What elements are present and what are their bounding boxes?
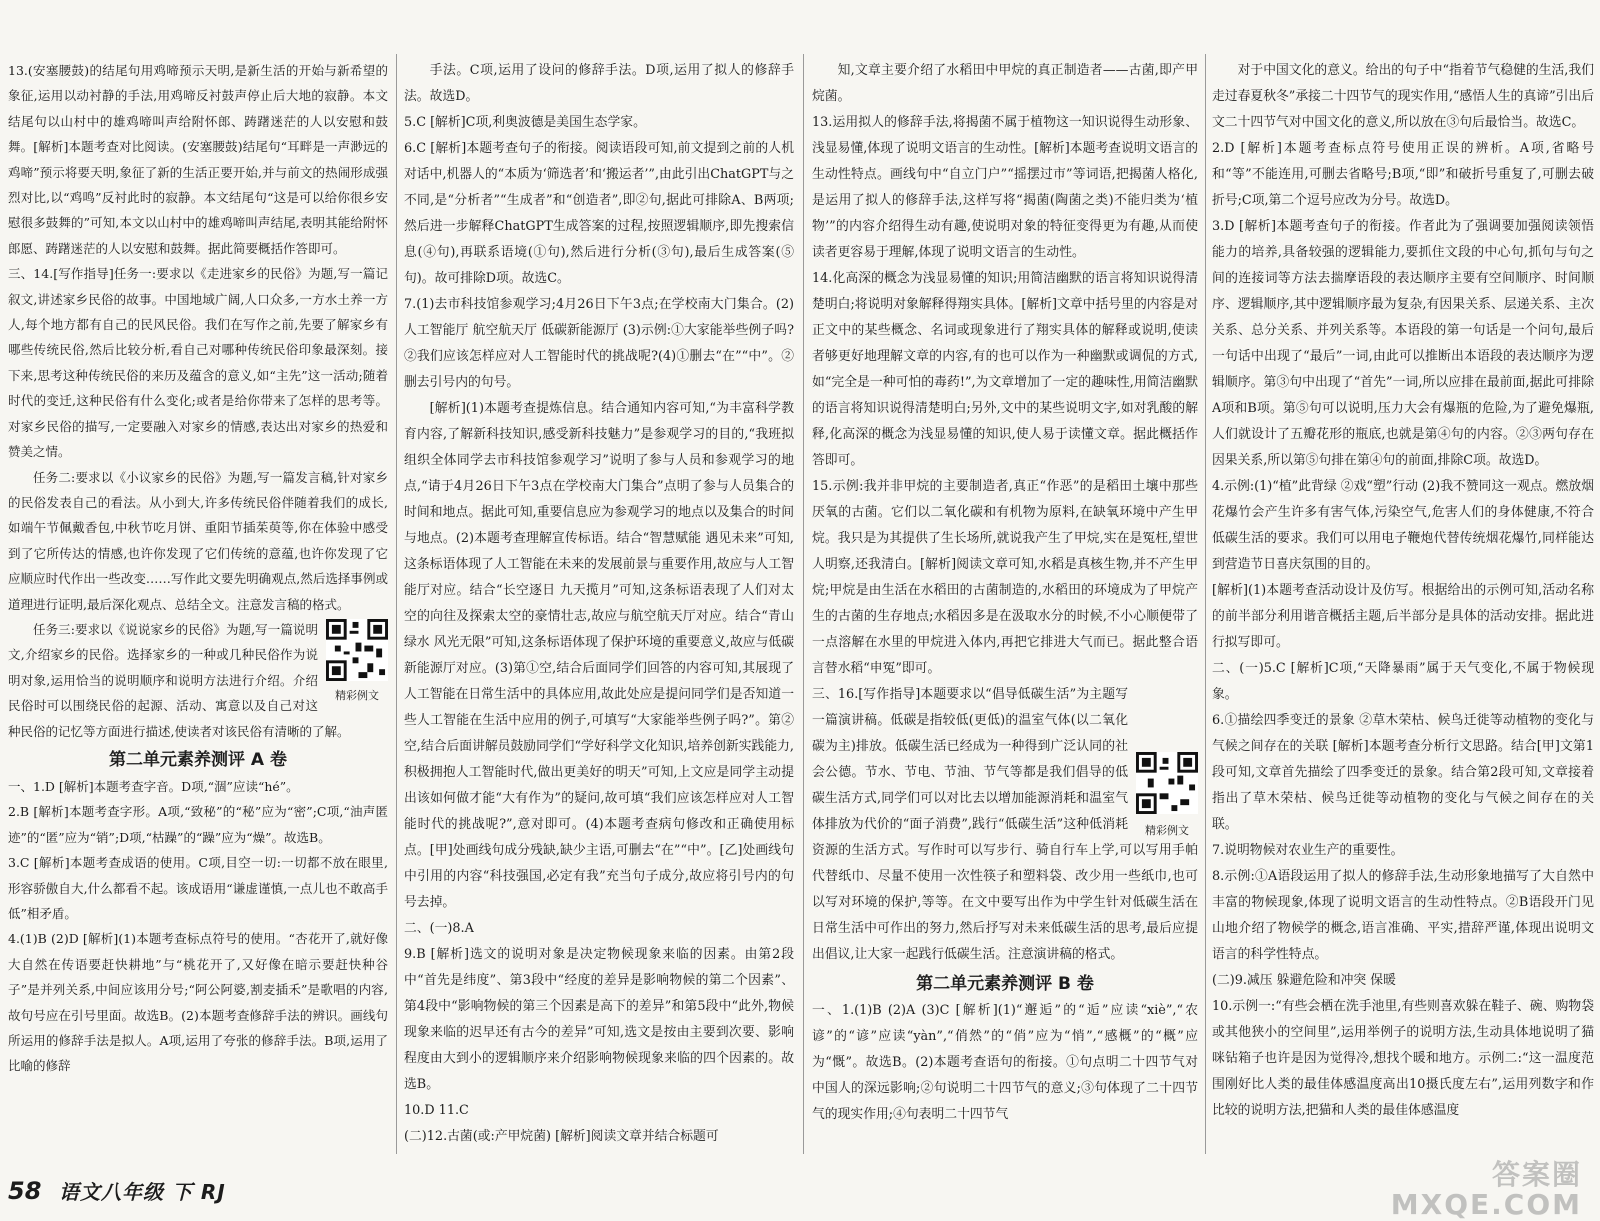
section-title: 第二单元素养测评 B 卷 (916, 974, 1094, 994)
answer-paragraph: 13.(安塞腰鼓)的结尾句用鸡啼预示天明,是新生活的开始与新希望的象征,运用以动衬静的手法,用鸡啼反衬鼓声停止后大地的寂静。本文结尾句以山村中的雄鸡啼叫声给附怀郎、踌躇迷茫的人以安慰和鼓舞。[解析]本题考查对比阅读。(安塞腰鼓)结尾句“耳畔是一声渺远的鸡啼”预示将要天明,象征了新的生活正要开始,并与前文的热闹形成强烈对比,以“鸡鸣”反衬此时的寂静。本文结尾句“这是可以给你很乡安慰很多鼓舞的”可知,本文以山村中的雄鸡啼叫声结尾,表明其能给附怀郎愿、踌躇迷茫的人以安慰和鼓舞。据此简要概括作答即可。 (8, 63, 388, 256)
answer-paragraph: (二)9.减压 躲避危险和冲突 保暖 (1212, 973, 1396, 988)
answer-paragraph: 6.①描绘四季变迁的景象 ②草木荣枯、候鸟迁徙等动植物的变化与气候之间存在的关联 [解析]本题考查分析行文思路。结合[甲]文第1段可知,文章首先描绘了四季变迁的景象。结合第2段可知,文章接着指出了草木荣枯、候鸟迁徙等动植物的变化与气候之间存在的关联。 (1212, 713, 1594, 832)
site-watermark (1391, 1160, 1582, 1220)
column-3 (812, 58, 1198, 1128)
answer-paragraph: 7.(1)去市科技馆参观学习;4月26日下午3点;在学校南大门集合。(2)人工智能厅 航空航天厅 低碳新能源厅 (3)示例:①大家能举些例子吗?②我们应该怎样应对人工智能时代的挑战呢?(4)①删去“在”“中”。②删去引号内的句号。 (404, 297, 794, 390)
answer-paragraph: 10.示例一:“有些会栖在洗手池里,有些则喜欢躲在鞋子、碗、购物袋或其他狭小的空间里”,运用举例子的说明方法,生动具体地说明了猫咪钻箱子也许是因为觉得冷,想找个暖和地方。示例二:“这一温度范围刚好比人类的最佳体感温度高出10摄氏度左右”,运用列数字和作比较的说明方法,把猫和人类的最佳体感温度 (1212, 999, 1594, 1118)
answer-paragraph: 14.化高深的概念为浅显易懂的知识;用简洁幽默的语言将知识说得清楚明白;将说明对象解释得翔实具体。[解析]文章中括号里的内容是对正文中的某些概念、名词或现象进行了翔实具体的解释或说明,使读者够更好地理解文章的内容,有的也可以作为一种幽默或调侃的方式,如“完全是一种可怕的毒药!”,为文章增加了一定的趣味性,用简洁幽默的语言将知识说得清楚明白;另外,文中的某些说明文字,如对乳酸的解释,化高深的概念为浅显易懂的知识,使人易于读懂文章。据此概括作答即可。 (812, 271, 1198, 468)
book-subject: 语文八年级 下 RJ (58, 1180, 226, 1204)
watermark-line: 答案圈 (1491, 1158, 1582, 1191)
answer-paragraph: 10.D 11.C (404, 1103, 469, 1118)
answer-paragraph: 一、1.(1)B (2)A (3)C [解析](1)“邂逅”的“逅”应读“xiè”,“农谚”的“谚”应读“yàn”,“俏然”的“俏”应为“悄”,“感概”的“概”应为“慨”。故选B。(2)本题考查语句的衔接。①句点明二十四节气对中国人的深远影响;②句说明二十四节气的意义;③句体现了二十四节气的现实作用;④句表明二十四节气 (812, 1003, 1198, 1122)
answer-paragraph: 对于中国文化的意义。给出的句子中“指着节气稳健的生活,我们走过春夏秋冬”承接二十四节气的现实作用,“感悟人生的真谛”引出后文二十四节气对中国文化的意义,所以放在③句后最恰当。故选C。 (1212, 63, 1595, 130)
answer-paragraph: 任务三:要求以《说说家乡的民俗》为题,写一篇说明文,介绍家乡的民俗。选择家乡的一种或几种民俗作为说明对象,运用恰当的说明顺序和说明方法进行介绍。介绍民俗时可以围绕民俗的起源、活动、寓意以及自己对这种民俗的记忆等方面进行描述,使读者对该民俗有清晰的了解。 (8, 621, 350, 739)
answer-paragraph: 3.D [解析]本题考查句子的衔接。作者此为了强调要加强阅读领悟能力的培养,具备较强的逻辑能力,要抓住文段的中心句,抓句与句之间的连接词等方法去揣摩语段的表达顺序主要有空间顺序、时间顺序、逻辑顺序,其中逻辑顺序最为复杂,有因果关系、层递关系、主次关系、总分关系、并列关系等。本语段的第一句话是一个问句,最后一句话中出现了“最后”一词,由此可以推断出本语段的表达顺序为逻辑顺序。第③句中出现了“首先”一词,所以应排在最前面,据此可排除A项和B项。第⑤句可以说明,压力大会有爆瓶的危险,为了避免爆瓶,人们就设计了五瓣花形的瓶底,也就是第④句的内容。②③两句存在因果关系,所以第⑤句排在第④句的前面,排除C项。故选D。 (1212, 219, 1594, 468)
answer-paragraph: 3.C [解析]本题考查成语的使用。C项,目空一切:一切都不放在眼里,形容骄傲自大,什么都看不起。该成语用“谦虚谨慎,一点儿也不敢高手低”相矛盾。 (8, 855, 388, 921)
column-2 (404, 58, 794, 1150)
answer-paragraph: 二、(一)5.C [解析]C项,“天降暴雨”属于天气变化,不属于物候现象。 (1212, 661, 1594, 702)
answer-paragraph: [解析](1)本题考查提炼信息。结合通知内容可知,“为丰富科学教育内容,了解新科技知识,感受新科技魅力”是参观学习的目的,“我班拟组织全体同学去市科技馆参观学习”说明了参与人员和参观学习的地点,“请于4月26日下午3点在学校南大门集合”点明了参与人员集合的时间和地点。据此可知,重要信息应为参观学习的地点以及集合的时间与地点。(2)本题考查理解宣传标语。结合“智慧赋能 遇见未来”可知,这条标语体现了人工智能在未来的发展前景与重要作用,故应与人工智能厅对应。结合“长空逐日 九天揽月”可知,这条标语表现了人们对太空的向往及探索太空的豪情壮志,故应与航空航天厅对应。结合“青山绿水 风光无限”可知,这条标语体现了保护环境的重要意义,故应与低碳新能源厅对应。(3)第①空,结合后面同学们回答的内容可知,其展现了人工智能在日常生活中的具体应用,故此处应是提问同学们是否知道一些人工智能在生活中应用的例子,可填写“大家能举些例子吗?”。第②空,结合后面讲解员鼓励同学们“学好科学文化知识,培养创新实践能力,积极拥抱人工智能时代,做出更美好的明天”可知,上文应是同学主动提出该如何做才能“大有作为”的疑问,故可填“我们应该怎样应对人工智能时代的挑战呢?”,意对即可。(4)本题考查病句修改和正确使用标点。[甲]处画线句成分残缺,缺少主语,可删去“在”“中”。[乙]处画线句中引用的内容“科技强国,必定有我”充当句子成分,故应将引号内的句号去掉。 (404, 401, 794, 910)
answer-paragraph: [解析](1)本题考查活动设计及仿写。根据给出的示例可知,活动名称的前半部分利用谐音概括主题,后半部分是具体的活动安排。据此进行拟写即可。 (1212, 583, 1594, 650)
qr-caption: 精彩例文 (1145, 824, 1189, 837)
answer-paragraph: 4.(1)B (2)D [解析](1)本题考查标点符号的使用。“杏花开了,就好像大自然在传语要赶快耕地”与“桃花开了,又好像在暗示要赶快种谷子”是并列关系,中间应该用分号;“阿公阿婆,割麦插禾”是歌唱的内容,故句号应在引号里面。故选B。(2)本题考查修辞手法的辨识。画线句所运用的修辞手法是拟人。A项,运用了夸张的修辞手法。B项,运用了比喻的修辞 (8, 931, 388, 1074)
answer-paragraph: 2.D [解析]本题考查标点符号使用正误的辨析。A项,省略号和“等”不能连用,可删去省略号;B项,“即”和破折号重复了,可删去破折号;C项,第二个逗号应改为分号。故选D。 (1212, 141, 1594, 208)
qr-code-block[interactable] (326, 619, 388, 703)
answer-paragraph: 三、14.[写作指导]任务一:要求以《走进家乡的民俗》为题,写一篇记叙文,讲述家乡民俗的故事。中国地域广阔,人口众多,一方水土养一方人,每个地方都有自己的民风民俗。我们在写作之前,先要了解家乡有哪些传统民俗,然后比较分析,看自己对哪种传统民俗印象最深刻。接下来,思考这种传统民俗的来历及蕴含的意义,如“主先”这一活动;随着时代的变迁,这种民俗有什么变化;或者是给你带来了怎样的思考等。对家乡民俗的描写,一定要融入对家乡的情感,表达出对家乡的热爱和赞美之情。 (8, 266, 388, 460)
qr-code-icon (326, 619, 388, 681)
answer-paragraph: 二、(一)8.A (404, 921, 474, 936)
answer-paragraph: 9.B [解析]选文的说明对象是决定物候现象来临的因素。由第2段中“首先是纬度”、第3段中“经度的差异是影响物候的第二个因素”、第4段中“影响物候的第三个因素是高下的差异”和第5段中“此外,物候现象来临的迟早还有古今的差异”可知,选文是按由主要到次要、影响程度由大到小的逻辑顺序来介绍影响物候现象来临的四个因素的。故选B。 (404, 947, 794, 1092)
answer-paragraph: 三、16.[写作指导]本题要求以“倡导低碳生活”为主题写一篇演讲稿。低碳是指较低(更低)的温室气体(以二氧化碳为主)排放。低碳生活已经成为一种得到广泛认同的社会公德。节水、节电、节油、节气等都是我们倡导的低碳生活方式,同学们可以对比去以增加能源消耗和温室气体排放为代价的“面子消费”,践行“低碳生活”这种低消耗资源的生活方式。写作时可以写步行、骑自行车上学,可以写用手帕代替纸巾、尽量不使用一次性筷子和塑料袋、改少用一些纸巾,也可以写对环境的保护,等等。在文中要写出作为中学生针对低碳生活在日常生活中可作出的努力,然后抒写对未来低碳生活的思考,最后应提出倡议,让大家一起践行低碳生活。注意演讲稿的格式。 (812, 687, 1198, 962)
qr-code-icon (1136, 752, 1198, 814)
answer-paragraph: 15.示例:我并非甲烷的主要制造者,真正“作恶”的是稻田土壤中那些厌氧的古菌。它们以二氧化碳和有机物为原料,在缺氧环境中产生甲烷。我只是为其提供了生长场所,就说我产生了甲烷,实在是冤枉,望世人明察,还我清白。[解析]阅读文章可知,水稻是真核生物,并不产生甲烷;甲烷是由生活在水稻田的古菌制造的,水稻田的环境成为了甲烷产生的古菌的生存地点;水稻因多是在汲取水分的时候,不小心顺便带了一点溶解在水里的甲烷进入体内,再把它排进大气而已。据此整合语言替水稻“申冤”即可。 (812, 479, 1198, 676)
column-divider (1205, 54, 1206, 1154)
answer-paragraph: 手法。C项,运用了设问的修辞手法。D项,运用了拟人的修辞手法。故选D。 (404, 63, 794, 104)
answer-paragraph: 2.B [解析]本题考查字形。A项,“致秘”的“秘”应为“密”;C项,“油声匿迹”的“匿”应为“销”;D项,“枯躁”的“躁”应为“燥”。故选B。 (8, 804, 388, 845)
answer-paragraph: 7.说明物候对农业生产的重要性。 (1212, 843, 1404, 858)
page-footer (8, 1176, 226, 1205)
answer-paragraph: 5.C [解析]C项,利奥波德是美国生态学家。 (404, 115, 646, 130)
answer-paragraph: 4.示例:(1)“植”此背绿 ②戏“塑”行动 (2)我不赞同这一观点。燃放烟花爆竹会产生许多有害气体,污染空气,危害人们的身体健康,不符合低碳生活的要求。我们可以用电子鞭炮代替传统烟花爆竹,同样能达到营造节日喜庆氛围的目的。 (1212, 479, 1594, 572)
answer-paragraph: 13.运用拟人的修辞手法,将揭菌不属于植物这一知识说得生动形象、浅显易懂,体现了说明文语言的生动性。[解析]本题考查说明文语言的生动性特点。画线句中“自立门户”“摇摆过市”等词语,把揭菌人格化,是运用了拟人的修辞手法,这样写将“揭菌(陶菌之类)不能归类为‘植物’”的内容介绍得生动有趣,使说明对象的特征变得更为有趣,从而使读者更容易于理解,体现了说明文语言的生动性。 (812, 115, 1198, 260)
answer-paragraph: 知,文章主要介绍了水稻田中甲烷的真正制造者——古菌,即产甲烷菌。 (812, 63, 1198, 104)
answer-paragraph: 8.示例:①A语段运用了拟人的修辞手法,生动形象地描写了大自然中丰富的物候现象,体现了说明文语言的生动性特点。②B语段开门见山地介绍了物候学的概念,语言准确、平实,措辞严谨,体现出说明文语言的科学性特点。 (1212, 869, 1594, 962)
answer-paragraph: 任务二:要求以《小议家乡的民俗》为题,写一篇发言稿,针对家乡的民俗发表自己的看法。从小到大,许多传统民俗伴随着我们的成长,如端午节佩戴香包,中秋节吃月饼、重阳节插茱萸等,你在体验中感受到了它所传达的情感,也许你发现了它们传统的意蕴,也许你发现了它应顺应时代作出一些改变……写作此文要先明确观点,然后选择事例或道理进行证明,最后深化观点、总结全文。注意发言稿的格式。 (8, 469, 388, 612)
column-1 (8, 58, 388, 1079)
watermark-line: MXQE.COM (1390, 1188, 1582, 1221)
column-4 (1212, 58, 1594, 1124)
page-number: 58 (8, 1177, 42, 1205)
answer-paragraph: 6.C [解析]本题考查句子的衔接。阅读语段可知,前文提到之前的人机对话中,机器人的“本质为‘筛选者’和‘搬运者’”,由此引出ChatGPT与之不同,是“分析者”“生成者”和“创造者”,即②句,据此可排除A、B两项;然后进一步解释ChatGPT生成答案的过程,按照逻辑顺序,即先搜索信息(④句),再联系语境(①句),然后进行分析(③句),最后生成答案(⑤句)。故可排除D项。故选C。 (404, 141, 794, 286)
column-divider (396, 54, 397, 1154)
qr-code-block[interactable] (1136, 752, 1198, 838)
section-title: 第二单元素养测评 A 卷 (109, 749, 287, 770)
answer-paragraph: 一、1.D [解析]本题考查字音。D项,“涸”应读“hé”。 (8, 778, 299, 794)
qr-caption: 精彩例文 (335, 689, 379, 703)
answer-paragraph: (二)12.古菌(或:产甲烷菌) [解析]阅读文章并结合标题可 (404, 1129, 719, 1144)
column-divider (803, 54, 804, 1154)
